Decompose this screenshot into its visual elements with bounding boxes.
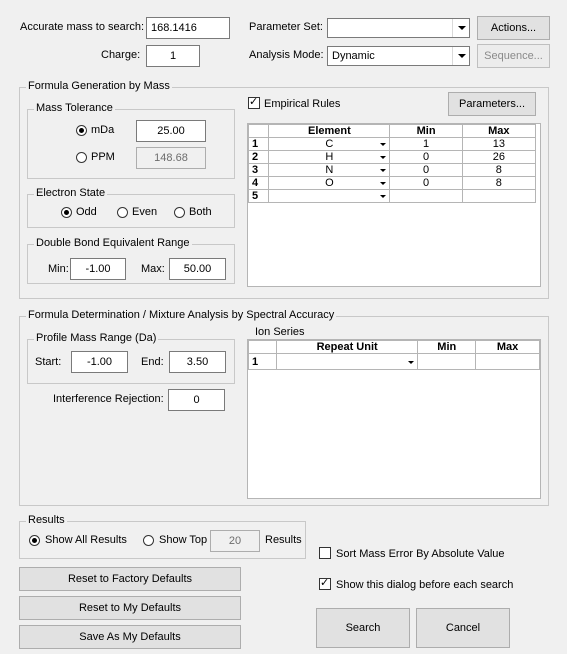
search-button[interactable]: Search — [316, 608, 410, 648]
both-label: Both — [189, 206, 212, 218]
min-cell[interactable] — [390, 190, 462, 203]
min-cell[interactable]: 0 — [390, 151, 462, 164]
table-row[interactable] — [249, 177, 536, 190]
electron-state-title: Electron State — [36, 187, 106, 199]
profile-mass-range-title: Profile Mass Range (Da) — [36, 332, 157, 344]
table-row[interactable] — [249, 151, 536, 164]
row-number: 3 — [249, 164, 269, 177]
show-top-count-input[interactable]: 20 — [210, 530, 260, 552]
start-label: Start: — [35, 356, 62, 368]
min-cell[interactable]: 0 — [390, 164, 462, 177]
row-number: 5 — [249, 190, 269, 203]
chevron-down-icon — [380, 182, 386, 185]
dbe-range-title: Double Bond Equivalent Range — [36, 237, 190, 249]
reset-factory-defaults-button[interactable]: Reset to Factory Defaults — [19, 567, 241, 591]
element-value: H — [325, 151, 334, 163]
chevron-down-icon — [380, 169, 386, 172]
formula-determination-title: Formula Determination / Mixture Analysis by Spectral Accuracy — [28, 309, 335, 321]
table-row[interactable] — [249, 354, 540, 370]
chevron-down-icon — [380, 143, 386, 146]
mda-label: mDa — [91, 124, 115, 136]
row-number: 1 — [249, 354, 277, 370]
min-cell[interactable] — [418, 354, 476, 370]
end-input[interactable]: 3.50 — [169, 351, 226, 373]
column-header-element: Element — [269, 125, 390, 138]
dbe-min-label: Min: — [48, 263, 69, 275]
parameters-button[interactable]: Parameters... — [448, 92, 536, 116]
chevron-down-icon — [380, 195, 386, 198]
row-number: 1 — [249, 138, 269, 151]
table-row[interactable] — [249, 138, 536, 151]
show-all-results-radio[interactable] — [29, 535, 40, 546]
table-row[interactable] — [249, 164, 536, 177]
sort-mass-error-checkbox[interactable] — [319, 547, 331, 559]
show-all-results-label: Show All Results — [45, 534, 127, 546]
charge-label: Charge: — [101, 49, 141, 61]
start-input[interactable]: -1.00 — [71, 351, 128, 373]
formula-generation-title: Formula Generation by Mass — [28, 80, 170, 92]
dbe-max-label: Max: — [141, 263, 165, 275]
max-cell[interactable]: 8 — [462, 164, 535, 177]
both-radio[interactable] — [174, 207, 185, 218]
chevron-down-icon — [408, 361, 414, 364]
analysis-mode-value: Dynamic — [332, 50, 375, 62]
min-cell[interactable]: 1 — [390, 138, 462, 151]
min-cell[interactable]: 0 — [390, 177, 462, 190]
parameter-set-combo[interactable] — [327, 18, 470, 38]
mda-radio[interactable] — [76, 125, 87, 136]
mass-tolerance-title: Mass Tolerance — [36, 102, 113, 114]
interference-rejection-input[interactable]: 0 — [168, 389, 225, 411]
mda-input[interactable]: 25.00 — [136, 120, 206, 142]
analysis-mode-combo[interactable] — [327, 46, 470, 66]
table-row[interactable] — [249, 190, 536, 203]
max-cell[interactable]: 8 — [462, 177, 535, 190]
dbe-min-input[interactable]: -1.00 — [70, 258, 126, 280]
element-cell[interactable] — [269, 164, 390, 177]
sort-mass-error-label: Sort Mass Error By Absolute Value — [336, 548, 505, 560]
element-table — [248, 124, 536, 203]
column-header-min: Min — [418, 341, 476, 354]
row-number: 4 — [249, 177, 269, 190]
parameter-set-label: Parameter Set: — [249, 21, 323, 33]
odd-label: Odd — [76, 206, 97, 218]
show-dialog-label: Show this dialog before each search — [336, 579, 514, 591]
actions-button[interactable]: Actions... — [477, 16, 550, 40]
show-top-radio[interactable] — [143, 535, 154, 546]
odd-radio[interactable] — [61, 207, 72, 218]
chevron-down-icon — [452, 47, 469, 65]
column-header-repeat-unit: Repeat Unit — [276, 341, 417, 354]
even-radio[interactable] — [117, 207, 128, 218]
max-cell[interactable] — [476, 354, 540, 370]
row-header-corner — [249, 125, 269, 138]
chevron-down-icon — [452, 19, 469, 37]
even-label: Even — [132, 206, 158, 218]
ppm-input[interactable]: 148.68 — [136, 147, 206, 169]
charge-input[interactable]: 1 — [146, 45, 200, 67]
row-number: 2 — [249, 151, 269, 164]
cancel-button[interactable]: Cancel — [416, 608, 510, 648]
repeat-unit-cell[interactable] — [276, 354, 417, 370]
ppm-label: PPM — [91, 151, 115, 163]
element-value: C — [325, 138, 334, 150]
results-suffix-label: Results — [265, 534, 302, 546]
end-label: End: — [141, 356, 164, 368]
max-cell[interactable]: 26 — [462, 151, 535, 164]
ppm-radio[interactable] — [76, 152, 87, 163]
reset-my-defaults-button[interactable]: Reset to My Defaults — [19, 596, 241, 620]
max-cell[interactable]: 13 — [462, 138, 535, 151]
results-title: Results — [28, 514, 65, 526]
column-header-min: Min — [390, 125, 462, 138]
element-cell[interactable] — [269, 151, 390, 164]
mass-input[interactable]: 168.1416 — [146, 17, 230, 39]
chevron-down-icon — [380, 156, 386, 159]
sequence-button[interactable]: Sequence... — [477, 44, 550, 68]
element-cell[interactable] — [269, 177, 390, 190]
ion-series-table — [248, 340, 540, 370]
mass-label: Accurate mass to search: — [20, 21, 145, 33]
element-cell[interactable] — [269, 138, 390, 151]
dbe-max-input[interactable]: 50.00 — [169, 258, 226, 280]
show-dialog-checkbox[interactable] — [319, 578, 331, 590]
ion-series-label: Ion Series — [255, 326, 305, 338]
element-value: N — [325, 164, 334, 176]
column-header-max: Max — [462, 125, 535, 138]
row-header-corner — [249, 341, 277, 354]
save-my-defaults-button[interactable]: Save As My Defaults — [19, 625, 241, 649]
element-cell[interactable] — [269, 190, 390, 203]
show-top-label: Show Top — [159, 534, 208, 546]
max-cell[interactable] — [462, 190, 535, 203]
column-header-max: Max — [476, 341, 540, 354]
empirical-rules-checkbox[interactable] — [248, 97, 260, 109]
element-value: O — [325, 177, 334, 189]
empirical-rules-label: Empirical Rules — [264, 98, 341, 110]
analysis-mode-label: Analysis Mode: — [249, 49, 324, 61]
interference-rejection-label: Interference Rejection: — [53, 393, 164, 405]
